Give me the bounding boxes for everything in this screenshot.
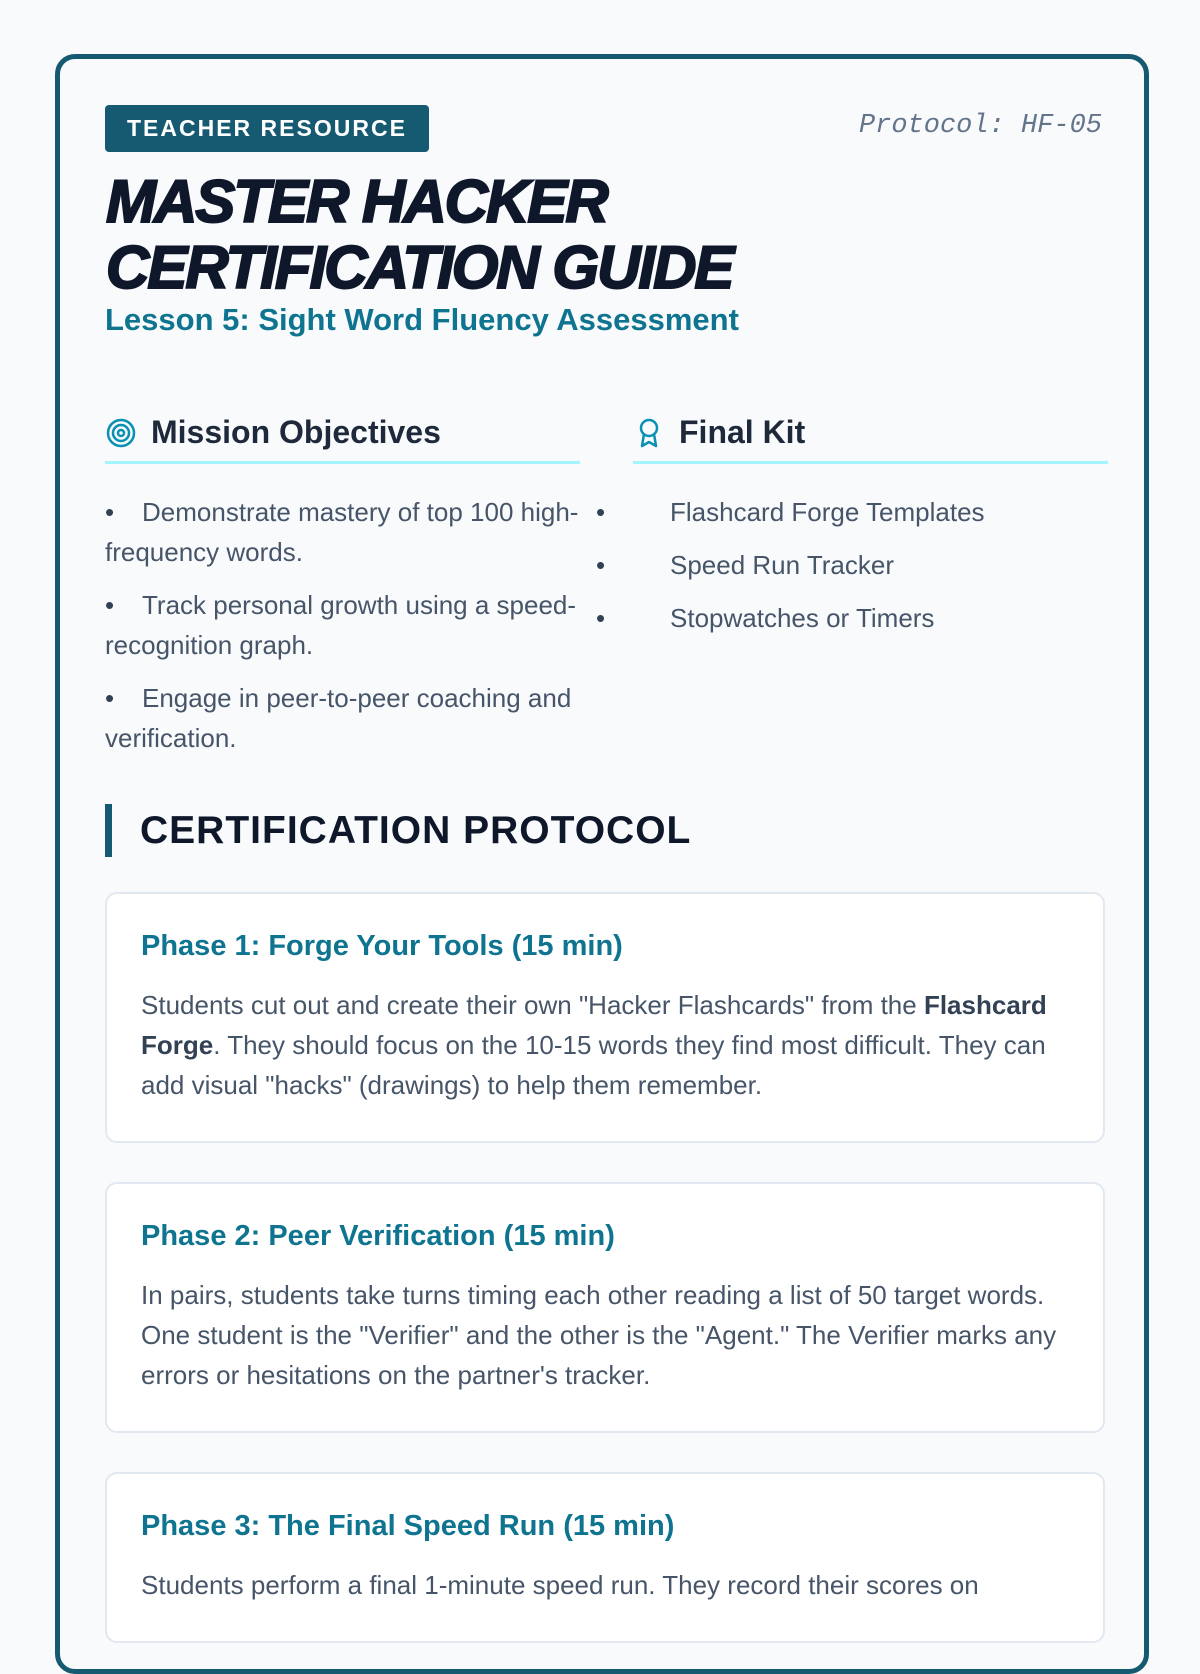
title-line-2: CERTIFICATION GUIDE	[106, 234, 733, 301]
list-item: • Engage in peer-to-peer coaching and verification.	[105, 678, 580, 758]
phase-text: In pairs, students take turns timing each other reading a list of 50 target words. One student is the "Verifier" and the other is the "Agent." The Verifier marks any errors or hesitations on the partner's tracker.	[141, 1280, 1057, 1390]
list-item: • Flashcard Forge Templates	[633, 492, 1108, 532]
title-line-1: MASTER HACKER	[106, 168, 607, 235]
teacher-resource-badge: TEACHER RESOURCE	[105, 105, 429, 152]
guide-card	[55, 54, 1149, 1674]
phase-card	[105, 1472, 1105, 1643]
heading-text: Final Kit	[679, 414, 806, 450]
list-item: • Track personal growth using a speed-recognition graph.	[105, 585, 580, 665]
award-ribbon-icon	[633, 417, 665, 449]
phase-text	[141, 985, 1069, 1105]
text-part: . They should focus on the 10-15 words they find most difficult. They can add visual "hacks" (drawings) to help them remember.	[141, 1030, 1046, 1100]
list-item: • Speed Run Tracker	[633, 545, 1108, 585]
target-icon	[105, 417, 137, 449]
phase-title: Phase 1: Forge Your Tools (15 min)	[141, 930, 623, 962]
page-title	[106, 169, 732, 301]
phase-title: Phase 3: The Final Speed Run (15 min)	[141, 1510, 675, 1542]
mission-objectives-heading	[105, 404, 580, 464]
list-item: • Stopwatches or Timers	[633, 598, 1108, 638]
phase-title: Phase 2: Peer Verification (15 min)	[141, 1220, 615, 1252]
phase-text: Students perform a final 1-minute speed run. They record their scores on	[141, 1570, 979, 1600]
final-kit-section	[633, 404, 1108, 651]
protocol-code: Protocol: HF-05	[858, 111, 1102, 141]
lesson-subtitle: Lesson 5: Sight Word Fluency Assessment	[105, 302, 739, 337]
certification-protocol-heading: CERTIFICATION PROTOCOL	[105, 804, 691, 857]
list-item: • Demonstrate mastery of top 100 high-frequency words.	[105, 492, 580, 572]
heading-text: Mission Objectives	[151, 414, 441, 450]
final-kit-heading	[633, 404, 1108, 464]
mission-objectives-section	[105, 404, 580, 771]
phase-card	[105, 1182, 1105, 1433]
text-part: Students cut out and create their own "Hacker Flashcards" from the	[141, 990, 924, 1020]
bold-term: Flashcard Forge	[141, 990, 1047, 1060]
phase-card	[105, 892, 1105, 1143]
